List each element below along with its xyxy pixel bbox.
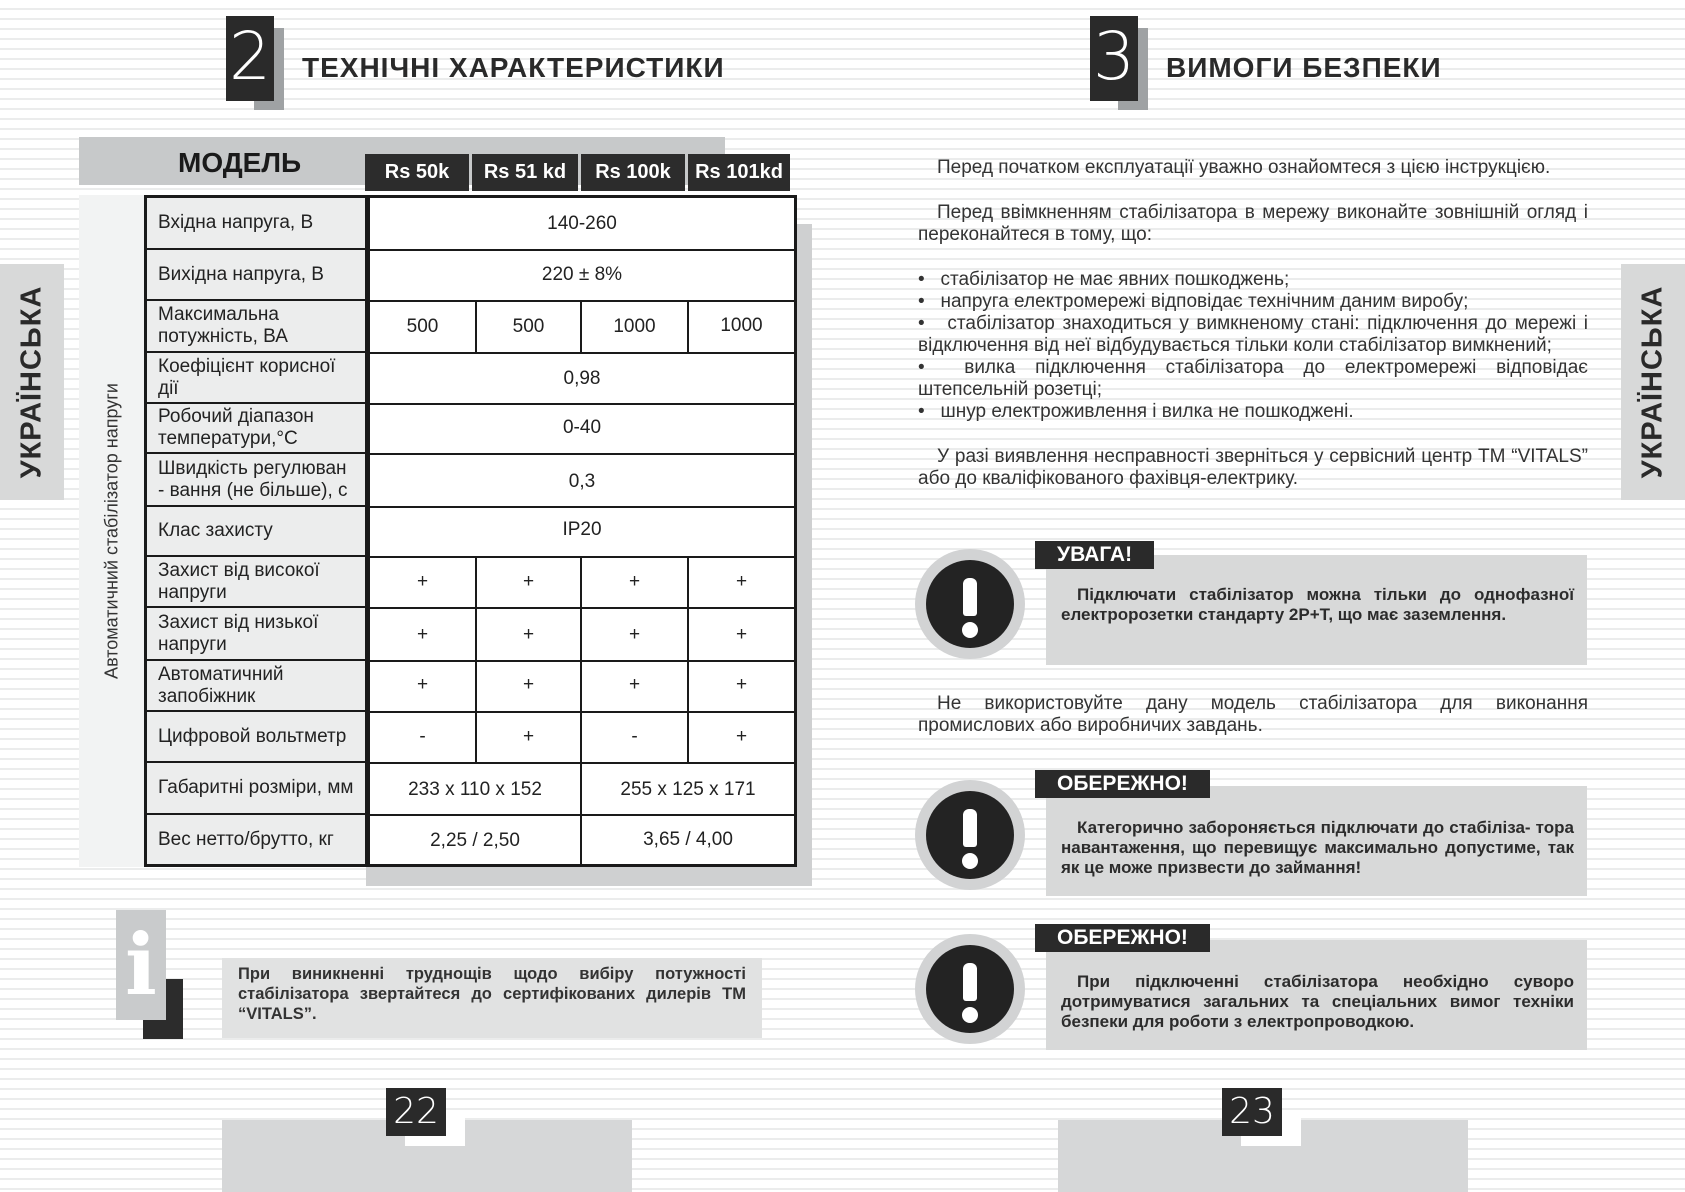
col-line (580, 557, 582, 864)
cell-low-voltage: + (735, 624, 748, 645)
exclamation-icon (915, 934, 1025, 1044)
cell-power: 1000 (720, 315, 763, 336)
row-line (370, 506, 797, 508)
cell-high-voltage: + (416, 571, 429, 592)
side-tab-label: УКРАЇНСЬКА (15, 285, 48, 479)
section-number-3: 3 (1090, 16, 1138, 101)
warning-text: Підключати стабілізатор можна тільки до однофазної електророзетки стандарту 2Р+Т, що має заземлення. (1061, 585, 1574, 624)
cell-temperature: 0-40 (562, 417, 602, 438)
exclamation-icon (915, 549, 1025, 659)
spec-table-vertical-column (79, 195, 147, 867)
cell-voltmeter: + (522, 726, 535, 747)
bullet-item: • стабілізатор не має явних пошкоджень; (918, 269, 1290, 290)
cell-low-voltage: + (522, 624, 535, 645)
row-line (370, 556, 797, 558)
warning-box (1046, 555, 1587, 665)
warning-title: ОБЕРЕЖНО! (1035, 770, 1210, 798)
cell-voltmeter: + (735, 726, 748, 747)
cell-low-voltage: + (628, 624, 641, 645)
cell-high-voltage: + (735, 571, 748, 592)
vertical-label: Автоматичний стабілізатор напруги (101, 383, 121, 679)
row-line (370, 660, 797, 662)
info-box (222, 958, 762, 1038)
cell-weight: 2,25 / 2,50 (430, 830, 520, 851)
model-header-4: Rs 101kd (688, 154, 790, 191)
cell-output-voltage: 220 ± 8% (541, 264, 623, 285)
bullet-item: • вилка підключення стабілізатора до електромережі відповідає штепсельній розетці; (918, 357, 1588, 400)
cell-dimensions: 233 x 110 x 152 (408, 779, 542, 800)
model-header-1: Rs 50k (365, 154, 469, 191)
row-line (370, 249, 797, 251)
row-label: Цифровой вольтметр (147, 712, 365, 763)
row-line (370, 711, 797, 713)
cell-power: 500 (512, 316, 545, 337)
row-label: Захист від високої напруги (147, 557, 365, 608)
side-tab-right (1621, 264, 1685, 500)
model-header-2: Rs 51 kd (472, 154, 578, 191)
model-header-3: Rs 100k (581, 154, 685, 191)
cell-protection-class: IP20 (562, 519, 602, 540)
cell-high-voltage: + (628, 571, 641, 592)
cell-speed: 0,3 (568, 471, 596, 492)
row-line (370, 762, 797, 764)
cell-fuse: + (416, 674, 429, 695)
row-label: Вихідна напруга, В (147, 250, 365, 301)
industrial-paragraph: Не використовуйте дану модель стабілізатора для виконання промислових або виробничих завдань. (918, 693, 1588, 736)
row-label: Захист від низької напруги (147, 608, 365, 661)
cell-weight: 3,65 / 4,00 (643, 829, 733, 850)
exclamation-icon (915, 780, 1025, 890)
row-label: Автоматичний запобіжник (147, 661, 365, 712)
bullet-item: • шнур електроживлення і вилка не пошкоджені. (918, 401, 1354, 422)
warning-text: Категорично забороняється підключати до стабіліза- тора навантаження, що перевищує максимально допустиме, так як це може призвести до займання! (1061, 818, 1574, 877)
row-line (370, 403, 797, 405)
cell-power: 500 (406, 316, 439, 337)
intro-paragraph: Перед початком експлуатації уважно ознайомтеся з цією інструкцією. (937, 157, 1551, 178)
bullet-item: • напруга електромережі відповідає технічним даним виробу; (918, 291, 1469, 312)
side-tab-left (0, 264, 64, 500)
row-label: Коефіцієнт корисної дії (147, 353, 365, 404)
section-title-tech: ТЕХНІЧНІ ХАРАКТЕРИСТИКИ (302, 52, 725, 83)
row-line (370, 300, 797, 302)
cell-fuse: + (522, 674, 535, 695)
service-paragraph: У разі виявлення несправності зверніться у сервісний центр ТМ “VITALS” або до кваліфікованого фахівця-електрику. (918, 446, 1588, 489)
cell-efficiency: 0,98 (563, 368, 601, 389)
cell-voltmeter: - (419, 726, 426, 747)
bullet-item: • стабілізатор знаходиться у вимкненому стані: підключення до мережі і відключення від неї відбудувається тільки коли стабілізатор вимкнений; (918, 313, 1588, 356)
cell-low-voltage: + (416, 624, 429, 645)
page-number-23: 23 (1222, 1088, 1282, 1136)
warning-title: ОБЕРЕЖНО! (1035, 924, 1210, 952)
warning-text: При підключенні стабілізатора необхідно суворо дотримуватися загальних та спеціальних вимог техніки безпеки для роботи з електропроводкою. (1061, 972, 1574, 1031)
cell-high-voltage: + (522, 571, 535, 592)
info-icon: i (116, 910, 166, 1020)
cell-fuse: + (628, 674, 641, 695)
row-line (370, 352, 797, 354)
row-label: Робочий діапазон температури,°С (147, 404, 365, 454)
cell-dimensions: 255 x 125 x 171 (620, 779, 756, 800)
section-number-2: 2 (226, 16, 274, 101)
row-label: Клас захисту (147, 507, 365, 557)
cell-input-voltage: 140-260 (547, 213, 617, 234)
row-label: Вес нетто/брутто, кг (147, 815, 365, 864)
row-line (370, 607, 797, 609)
row-line (370, 814, 797, 816)
warning-title: УВАГА! (1035, 541, 1154, 569)
cell-power: 1000 (613, 316, 656, 337)
row-line (370, 453, 797, 455)
warning-box (1046, 786, 1587, 896)
row-label: Швидкість регулюван - вання (не більше), с (147, 454, 365, 507)
warning-box (1046, 940, 1587, 1050)
info-text: При виникненні труднощів щодо вибіру потужності стабілізатора звертайтеся до сертифікованих дилерів ТМ “VITALS”. (238, 965, 746, 1023)
row-label: Максимальна потужність, ВА (147, 301, 365, 353)
before-paragraph: Перед ввімкненням стабілізатора в мережу виконайте зовнішній огляд і переконайтеся в тому, що: (918, 202, 1588, 245)
row-label: Габаритні розміри, мм (147, 763, 365, 815)
row-label: Вхідна напруга, В (147, 198, 365, 250)
model-label: МОДЕЛЬ (178, 147, 302, 178)
cell-fuse: + (735, 674, 748, 695)
page-number-22: 22 (386, 1088, 446, 1136)
cell-voltmeter: - (631, 726, 638, 747)
section-title-safety: ВИМОГИ БЕЗПЕКИ (1166, 52, 1442, 83)
side-tab-label: УКРАЇНСЬКА (1636, 285, 1669, 479)
